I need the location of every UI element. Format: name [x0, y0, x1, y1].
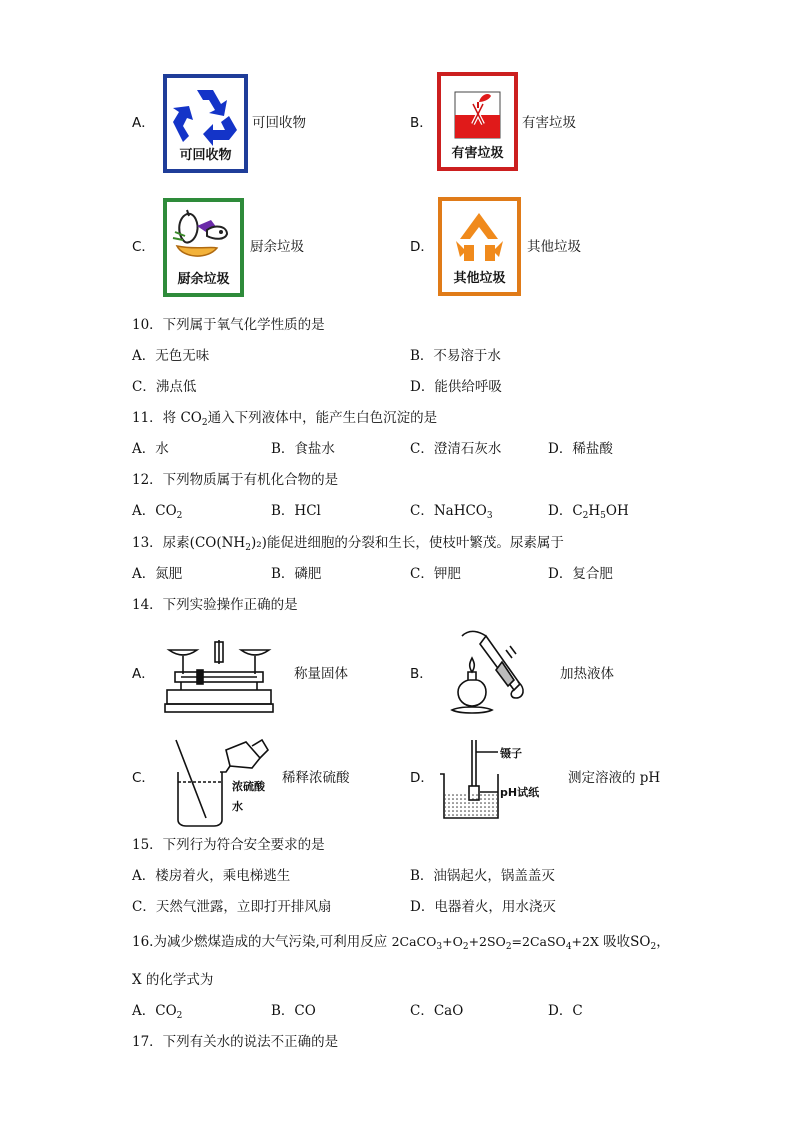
q15-option-c: C．天然气泄露，立即打开排风扇 — [132, 899, 332, 915]
dilute-sulfuric-acid-figure — [166, 736, 276, 828]
q9-option-d-letter: D． — [410, 239, 434, 255]
tweezers-label: 镊子 — [500, 747, 522, 760]
q10-stem: 10．下列属于氧气化学性质的是 — [132, 317, 325, 333]
q11-option-a: A．水 — [132, 441, 169, 457]
q16-option-c: C．CaO — [410, 1003, 464, 1019]
q14-option-a-text: 称量固体 — [294, 666, 348, 682]
q12-option-a: A．$CO_2$ — [132, 503, 183, 521]
q10-option-d: D．能供给呼吸 — [410, 379, 502, 395]
q12-stem: 12．下列物质属于有机化合物的是 — [132, 472, 339, 488]
q9-option-a-text: 可回收物 — [252, 115, 306, 131]
q12-option-c: C．NaHCO$_3$ — [410, 503, 493, 521]
q14-stem: 14．下列实验操作正确的是 — [132, 597, 298, 613]
hazardous-waste-icon — [441, 82, 514, 148]
hazardous-badge — [437, 72, 518, 171]
food-waste-icon — [167, 206, 240, 272]
q14-option-d-letter: D． — [410, 770, 434, 786]
q15-option-d: D．电器着火，用水浇灭 — [410, 899, 556, 915]
q15-stem: 15．下列行为符合安全要求的是 — [132, 837, 325, 853]
q11-stem: 11．将 $CO_2$通入下列液体中，能产生白色沉淀的是 — [132, 410, 438, 428]
balance-scale-figure — [163, 638, 275, 718]
q15-option-b: B．油锅起火，锅盖盖灭 — [410, 868, 555, 884]
q15-option-a: A．楼房着火，乘电梯逃生 — [132, 868, 291, 884]
hazardous-badge-caption: 有害垃圾 — [451, 146, 504, 161]
q14-option-b-text: 加热液体 — [560, 666, 614, 682]
q11-option-b: B．食盐水 — [271, 441, 335, 457]
q10-option-c: C．沸点低 — [132, 379, 197, 395]
q9-option-c-text: 厨余垃圾 — [250, 239, 304, 255]
q17-stem: 17．下列有关水的说法不正确的是 — [132, 1034, 339, 1050]
q13-option-a: A．氮肥 — [132, 566, 183, 582]
q14-option-a-letter: A． — [132, 666, 155, 682]
q13-option-b: B．磷肥 — [271, 566, 322, 582]
heating-liquid-figure — [440, 628, 530, 720]
other-waste-badge-caption: 其他垃圾 — [453, 271, 506, 286]
q13-option-c: C．钾肥 — [410, 566, 461, 582]
food-waste-badge-caption: 厨余垃圾 — [177, 272, 230, 287]
recycle-icon — [167, 84, 244, 150]
q12-option-d: D．$C_2H_5OH$ — [548, 503, 629, 521]
recyclable-badge-caption: 可回收物 — [179, 148, 232, 163]
q16-stem: 16.为减少燃煤造成的大气污染,可利用反应 $2CaCO_3+O_2+2SO_2=2CaSO_4+2X$ 吸收$SO_2$， — [132, 934, 670, 952]
q9-option-b-text: 有害垃圾 — [522, 115, 576, 131]
q11-option-c: C．澄清石灰水 — [410, 441, 502, 457]
q12-option-b: B．HCl — [271, 503, 321, 519]
q16-stem-line2: X 的化学式为 — [132, 972, 214, 988]
recyclable-badge — [163, 74, 248, 173]
q16-option-b: B．CO — [271, 1003, 316, 1019]
other-waste-badge — [438, 197, 521, 296]
q13-stem: 13．尿素$(CO(NH_2)_2)$能促进细胞的分裂和生长，使枝叶繁茂。尿素属于 — [132, 535, 564, 553]
q9-option-c-letter: C． — [132, 239, 155, 255]
q9-option-a-letter: A． — [132, 115, 155, 131]
water-label: 水 — [232, 800, 243, 813]
food-waste-badge — [163, 198, 244, 297]
sulfuric-acid-label: 浓硫酸 — [232, 780, 265, 793]
q13-option-d: D．复合肥 — [548, 566, 613, 582]
q14-option-b-letter: B． — [410, 666, 433, 682]
q16-option-a: A．$CO_2$ — [132, 1003, 183, 1021]
q10-option-b: B．不易溶于水 — [410, 348, 501, 364]
q14-option-c-letter: C． — [132, 770, 155, 786]
ph-test-figure — [436, 738, 556, 824]
q9-option-b-letter: B． — [410, 115, 433, 131]
q14-option-c-text: 稀释浓硫酸 — [282, 770, 350, 786]
q10-option-a: A．无色无味 — [132, 348, 210, 364]
other-waste-icon — [442, 205, 517, 271]
q11-option-d: D．稀盐酸 — [548, 441, 613, 457]
q14-option-d-text: 测定溶液的 pH — [568, 770, 661, 786]
q16-option-d: D．C — [548, 1003, 583, 1019]
ph-paper-label: pH试纸 — [500, 786, 540, 799]
q9-option-d-text: 其他垃圾 — [527, 239, 581, 255]
